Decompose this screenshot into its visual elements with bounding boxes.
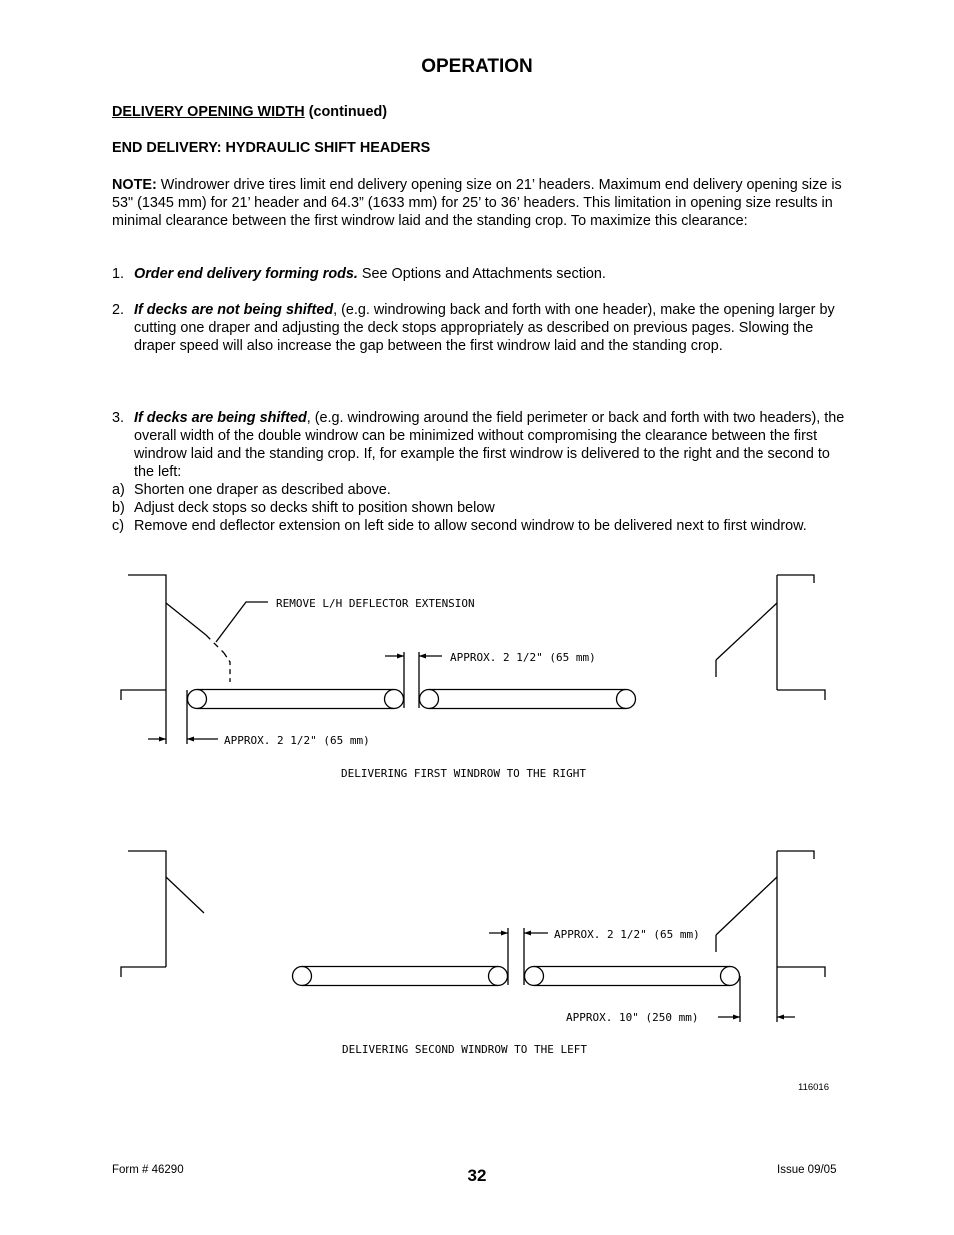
substep-text: Remove end deflector extension on left side to allow second windrow to be delivered next to first windrow. [134,518,807,534]
left-header-end [128,851,166,967]
left-header-foot [121,690,166,700]
right-header-end [777,851,814,859]
step-text: See Options and Attachments section. [357,266,606,282]
section-heading-suffix: (continued) [304,104,388,120]
caption-top-diagram: DELIVERING FIRST WINDROW TO THE RIGHT [341,767,587,780]
note-label: NOTE: [112,177,157,193]
substep-label: b) [112,500,125,516]
substep-text: Shorten one draper as described above. [134,482,391,498]
section-subheading: END DELIVERY: HYDRAULIC SHIFT HEADERS [112,140,431,156]
callout-deflector: REMOVE L/H DEFLECTOR EXTENSION [276,597,475,610]
substep-label: a) [112,482,125,498]
right-deflector [716,877,777,935]
step-lead: If decks are being shifted [134,410,307,426]
callout-gap-bottom: APPROX. 2 1/2" (65 mm) [554,928,700,941]
step-lead: If decks are not being shifted [134,302,334,318]
step-number: 2. [112,302,125,318]
left-deflector [166,877,204,913]
substep-label: c) [112,518,124,534]
callout-gap-top: APPROX. 2 1/2" (65 mm) [450,651,596,664]
step-number: 1. [112,266,125,282]
caption-bottom-diagram: DELIVERING SECOND WINDROW TO THE LEFT [342,1043,588,1056]
right-header-end [777,575,814,583]
step-number: 3. [112,410,125,426]
step-text: , (e.g. windrowing around the field perimeter or back and forth with two headers), the overall width of the double windrow can be minimized without compromising the clearance between the first windrow laid and the standing crop. If, for example the first windrow is delivered to the right and the second to the left: [134,410,845,480]
substep-text: Adjust deck stops so decks shift to position shown below [134,500,495,516]
callout-end-gap-top: APPROX. 2 1/2" (65 mm) [224,734,370,747]
footer-form-number: Form # 46290 [112,1164,184,1176]
right-deflector [716,603,777,660]
left-draper [188,690,404,709]
left-header-end [128,575,166,690]
step-lead: Order end delivery forming rods. [134,266,358,282]
right-draper [420,690,636,709]
bottom-diagram [121,851,825,1022]
page-number: 32 [467,1166,487,1185]
note-text: Windrower drive tires limit end delivery opening size on 21’ headers. Maximum end delivery opening size is 53" (1345 mm) for 21’ header and 64.3” (1633 mm) for 25’ to 36’ headers. This limitation in opening size results in minimal clearance between the first windrow laid and the standing crop. To maximize this clearance: [112,177,842,229]
section-heading-main: DELIVERY OPENING WIDTH [112,104,305,120]
footer-issue: Issue 09/05 [777,1164,837,1176]
left-deflector [166,603,206,635]
step-text: , (e.g. windrowing back and forth with one header), make the opening larger by cutting one draper and adjusting the deck stops appropriately as described on previous pages. Slowing the draper speed will also increase the gap between the first windrow laid and the standing crop. [134,302,835,354]
page-title: OPERATION [421,56,533,77]
deflector-leader [216,602,268,642]
right-draper [525,967,740,986]
left-draper [293,967,508,986]
deflector-extension [206,635,224,653]
callout-end-gap-bottom: APPROX. 10" (250 mm) [566,1011,699,1024]
figure-id: 116016 [798,1082,829,1093]
